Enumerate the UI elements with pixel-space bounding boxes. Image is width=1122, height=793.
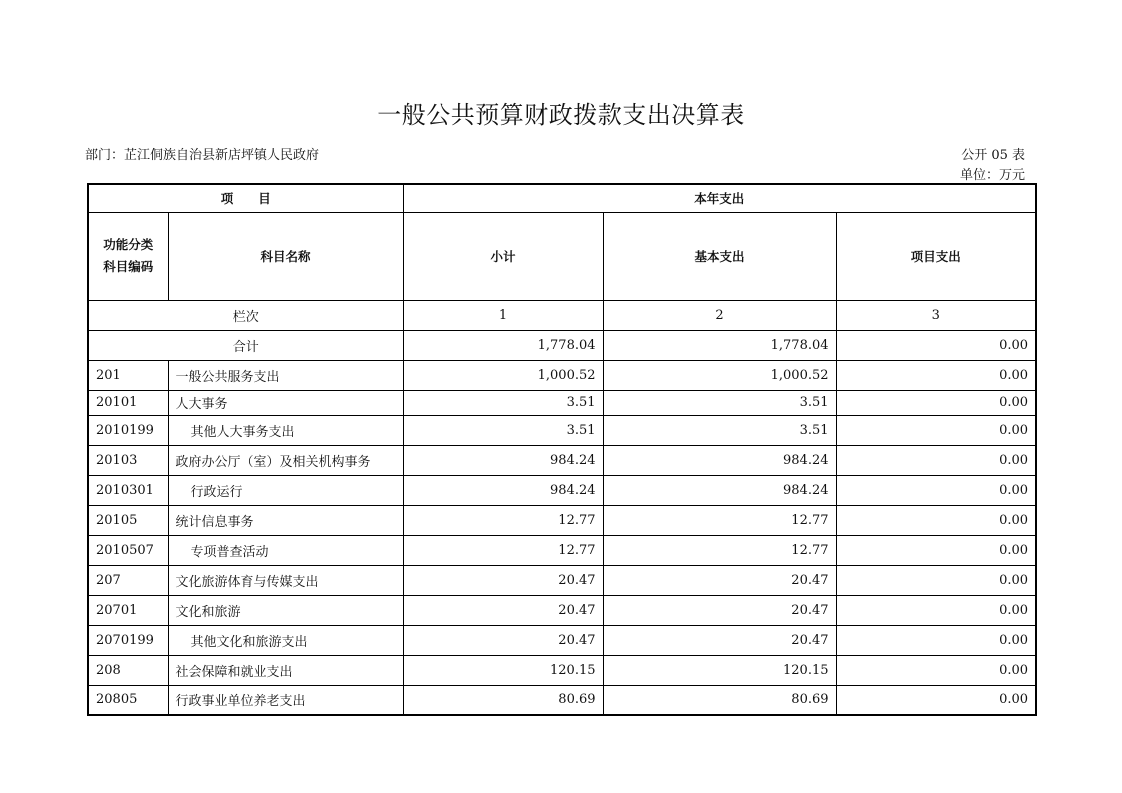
page-title: 一般公共预算财政拨款支出决算表 <box>377 101 745 129</box>
header-name: 科目名称 <box>168 212 403 300</box>
row-project: 0.00 <box>836 390 1036 415</box>
row-subtotal: 20.47 <box>403 595 603 625</box>
row-project: 0.00 <box>836 565 1036 595</box>
total-subtotal: 1,778.04 <box>403 330 603 360</box>
expenditure-table <box>87 183 1037 716</box>
row-subtotal: 12.77 <box>403 505 603 535</box>
header-item: 项 目 <box>88 184 403 212</box>
form-number: 公开 05 表 <box>961 148 1025 163</box>
unit-label: 单位：万元 <box>959 168 1025 183</box>
row-project: 0.00 <box>836 360 1036 390</box>
header-row-2 <box>88 212 1036 300</box>
row-basic: 20.47 <box>603 625 836 655</box>
table-row <box>88 565 1036 595</box>
header-code-line2: 科目编码 <box>103 259 154 274</box>
row-code: 2070199 <box>88 625 168 655</box>
table-row <box>88 360 1036 390</box>
row-project: 0.00 <box>836 655 1036 685</box>
row-name: 政府办公厅（室）及相关机构事务 <box>168 445 403 475</box>
table-row <box>88 445 1036 475</box>
row-code: 2010507 <box>88 535 168 565</box>
total-basic: 1,778.04 <box>603 330 836 360</box>
column-index-1: 1 <box>403 300 603 330</box>
header-current-year: 本年支出 <box>403 184 1036 212</box>
table-body <box>88 184 1036 715</box>
row-name: 文化旅游体育与传媒支出 <box>168 565 403 595</box>
row-basic: 80.69 <box>603 685 836 715</box>
row-name: 社会保障和就业支出 <box>168 655 403 685</box>
column-index-3: 3 <box>836 300 1036 330</box>
row-subtotal: 20.47 <box>403 625 603 655</box>
table-row <box>88 535 1036 565</box>
table-row <box>88 390 1036 415</box>
row-basic: 3.51 <box>603 390 836 415</box>
row-basic: 984.24 <box>603 475 836 505</box>
header-code-line1: 功能分类 <box>103 237 154 252</box>
total-label: 合计 <box>88 330 403 360</box>
row-code: 20805 <box>88 685 168 715</box>
row-code: 20701 <box>88 595 168 625</box>
row-basic: 1,000.52 <box>603 360 836 390</box>
row-name: 一般公共服务支出 <box>168 360 403 390</box>
table-row <box>88 595 1036 625</box>
row-subtotal: 984.24 <box>403 445 603 475</box>
row-project: 0.00 <box>836 595 1036 625</box>
row-name: 人大事务 <box>168 390 403 415</box>
header-basic: 基本支出 <box>603 212 836 300</box>
row-subtotal: 984.24 <box>403 475 603 505</box>
row-project: 0.00 <box>836 445 1036 475</box>
row-basic: 120.15 <box>603 655 836 685</box>
department-label: 部门：芷江侗族自治县新店坪镇人民政府 <box>85 148 320 163</box>
row-name: 统计信息事务 <box>168 505 403 535</box>
row-subtotal: 3.51 <box>403 415 603 445</box>
row-project: 0.00 <box>836 625 1036 655</box>
row-basic: 3.51 <box>603 415 836 445</box>
row-basic: 12.77 <box>603 505 836 535</box>
row-code: 20105 <box>88 505 168 535</box>
row-subtotal: 20.47 <box>403 565 603 595</box>
row-name: 行政运行 <box>168 475 403 505</box>
row-subtotal: 1,000.52 <box>403 360 603 390</box>
row-code: 208 <box>88 655 168 685</box>
row-name: 其他人大事务支出 <box>168 415 403 445</box>
row-code: 207 <box>88 565 168 595</box>
row-code: 20103 <box>88 445 168 475</box>
row-project: 0.00 <box>836 475 1036 505</box>
header-code <box>88 212 168 300</box>
table-row <box>88 625 1036 655</box>
table-row <box>88 685 1036 715</box>
row-basic: 12.77 <box>603 535 836 565</box>
row-code: 20101 <box>88 390 168 415</box>
row-project: 0.00 <box>836 505 1036 535</box>
total-row <box>88 330 1036 360</box>
row-subtotal: 120.15 <box>403 655 603 685</box>
row-name: 其他文化和旅游支出 <box>168 625 403 655</box>
header-project: 项目支出 <box>836 212 1036 300</box>
header-subtotal: 小计 <box>403 212 603 300</box>
row-basic: 20.47 <box>603 595 836 625</box>
table-row <box>88 505 1036 535</box>
table-row <box>88 655 1036 685</box>
row-basic: 20.47 <box>603 565 836 595</box>
row-code: 201 <box>88 360 168 390</box>
row-subtotal: 80.69 <box>403 685 603 715</box>
row-name: 文化和旅游 <box>168 595 403 625</box>
total-project: 0.00 <box>836 330 1036 360</box>
table-row <box>88 415 1036 445</box>
header-row-1 <box>88 184 1036 212</box>
row-name: 专项普查活动 <box>168 535 403 565</box>
table-row <box>88 475 1036 505</box>
row-subtotal: 3.51 <box>403 390 603 415</box>
row-name: 行政事业单位养老支出 <box>168 685 403 715</box>
row-code: 2010199 <box>88 415 168 445</box>
row-project: 0.00 <box>836 415 1036 445</box>
column-index-label: 栏次 <box>88 300 403 330</box>
row-project: 0.00 <box>836 685 1036 715</box>
row-basic: 984.24 <box>603 445 836 475</box>
row-subtotal: 12.77 <box>403 535 603 565</box>
row-project: 0.00 <box>836 535 1036 565</box>
row-code: 2010301 <box>88 475 168 505</box>
column-index-row <box>88 300 1036 330</box>
column-index-2: 2 <box>603 300 836 330</box>
